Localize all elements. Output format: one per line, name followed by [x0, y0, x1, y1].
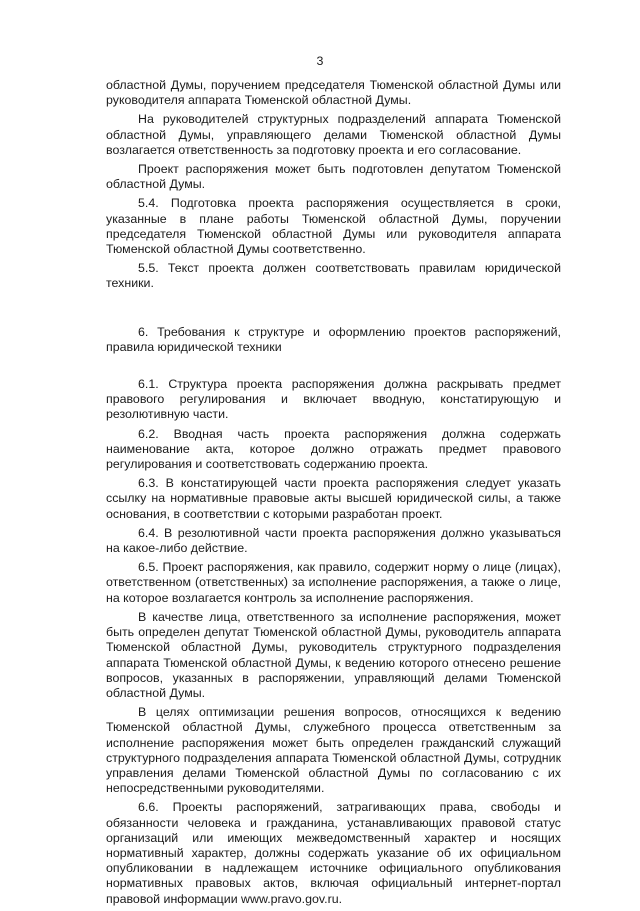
document-body	[106, 78, 561, 911]
page-number: 3	[316, 54, 324, 68]
paragraph: 6.1. Структура проекта распоряжения должна раскрывать предмет правового регулирования и включает вводную, констатирующую и резолютивную части.	[106, 377, 561, 422]
paragraph: Проект распоряжения может быть подготовлен депутатом Тюменской областной Думы.	[106, 162, 561, 192]
paragraph: 5.4. Подготовка проекта распоряжения осуществляется в сроки, указанные в плане работы Тюменской областной Думы, поручении председателя Тюменской областной Думы или руководителя аппарата Тюменской областной Думы соответственно.	[106, 196, 561, 257]
paragraph: 6.6. Проекты распоряжений, затрагивающих права, свободы и обязанности человека и гражданина, устанавливающих правовой статус организаций или имеющих межведомственный характер и носящих нормативный характер, должны содержать указание об их официальном опубликовании в надлежащем источнике официального опубликования нормативных правовых актов, включая официальный интернет-портал правовой информации www.pravo.gov.ru.	[106, 800, 561, 906]
paragraph: 6.3. В констатирующей части проекта распоряжения следует указать ссылку на нормативные правовые акты высшей юридической силы, а также основания, в соответствии с которыми разработан проект.	[106, 476, 561, 521]
section-heading: 6. Требования к структуре и оформлению проектов распоряжений, правила юридической техники	[106, 324, 561, 354]
paragraph: В качестве лица, ответственного за исполнение распоряжения, может быть определен депутат Тюменской областной Думы, руководитель аппарата Тюменской областной Думы, руководитель структурного подразделения аппарата Тюменской областной Думы, к ведению которого отнесено решение вопросов, указанных в распоряжении, управляющий делами Тюменской областной Думы.	[106, 609, 561, 700]
paragraph: 5.5. Текст проекта должен соответствовать правилам юридической техники.	[106, 261, 561, 291]
paragraph: областной Думы, поручением председателя Тюменской областной Думы или руководителя аппарата Тюменской областной Думы.	[106, 78, 561, 108]
paragraph: 6.5. Проект распоряжения, как правило, содержит норму о лице (лицах), ответственном (ответственных) за исполнение распоряжения, а также о лице, на которое возлагается контроль за исполнение распоряжения.	[106, 560, 561, 605]
paragraph: 6.2. Вводная часть проекта распоряжения должна содержать наименование акта, которое должно отражать предмет правового регулирования и соответствовать содержанию проекта.	[106, 426, 561, 472]
paragraph: В целях оптимизации решения вопросов, относящихся к ведению Тюменской областной Думы, служебного процесса ответственным за исполнение распоряжения может быть определен гражданский служащий структурного подразделения аппарата Тюменской областной Думы, сотрудник управления делами Тюменской областной Думы по согласованию с их непосредственными руководителями.	[106, 705, 561, 796]
paragraph: На руководителей структурных подразделений аппарата Тюменской областной Думы, управляющего делами Тюменской областной Думы возлагается ответственность за подготовку проекта и его согласование.	[106, 112, 561, 157]
paragraph: 6.4. В резолютивной части проекта распоряжения должно указываться на какое-либо действие.	[106, 525, 561, 556]
